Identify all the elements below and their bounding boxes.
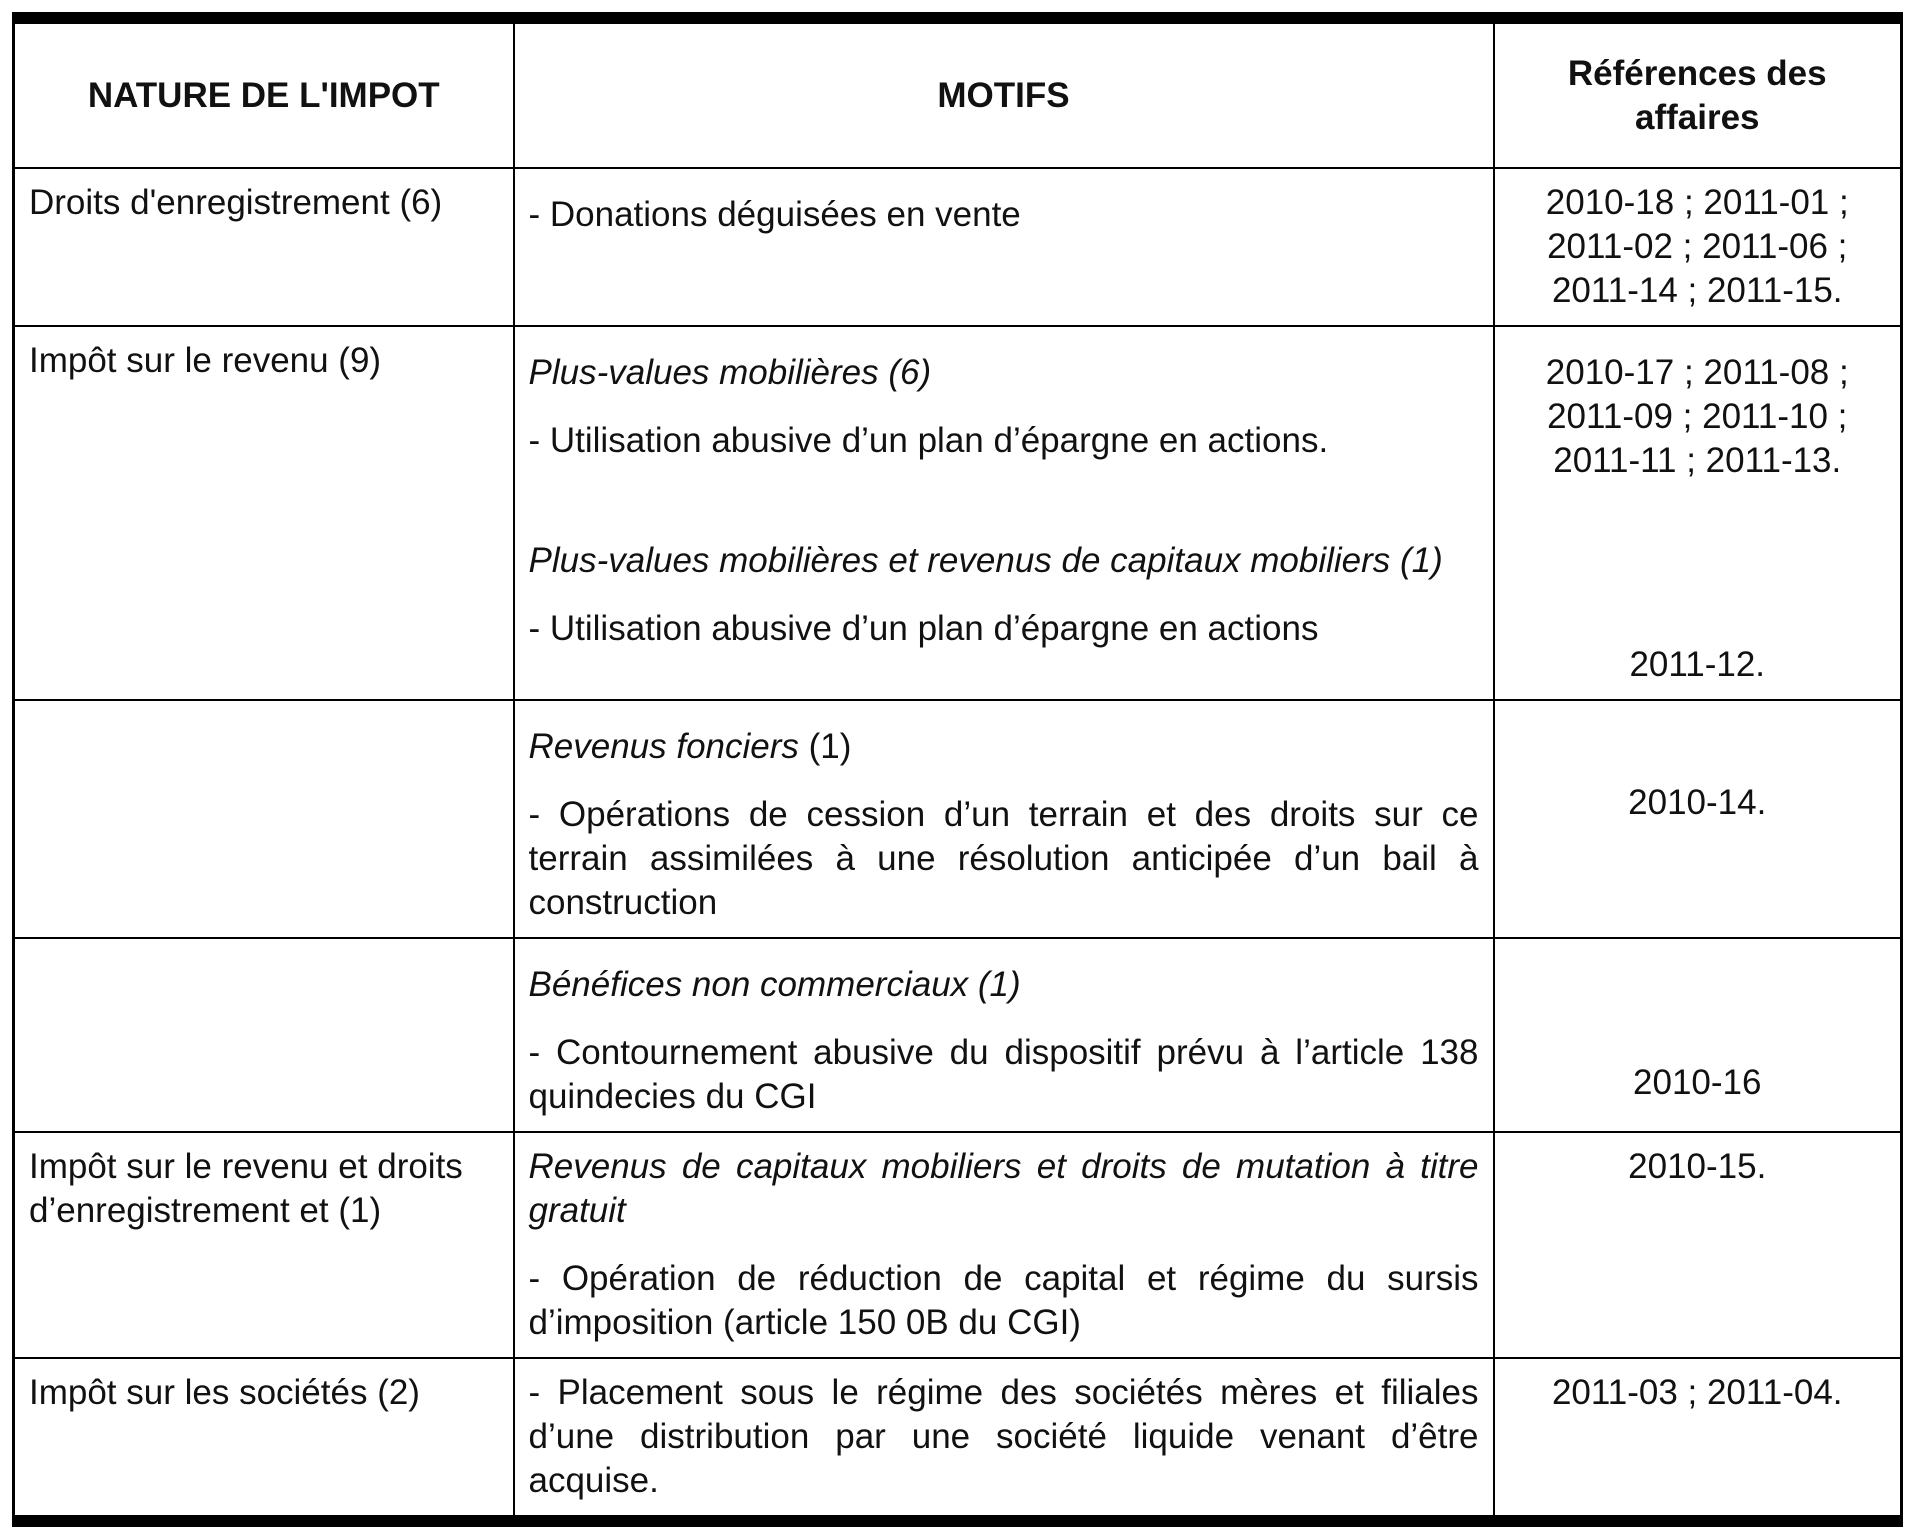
- table-row: [14, 938, 1902, 1132]
- nature-cell: Impôt sur le revenu et droits d’enregistrement et (1): [14, 1132, 514, 1358]
- references-cell: [1494, 700, 1902, 938]
- motifs-cell: [514, 1358, 1494, 1521]
- motif-text: - Utilisation abusive d’un plan d’épargne en actions.: [528, 421, 1329, 460]
- header-references: Références des affaires: [1494, 18, 1902, 168]
- category-text: Plus-values mobilières (6): [528, 353, 932, 392]
- references-text: 2011-12.: [1629, 645, 1766, 684]
- tax-cases-table: [12, 12, 1903, 1527]
- nature-cell: Impôt sur les sociétés (2): [14, 1358, 514, 1521]
- motif-text: - Donations déguisées en vente: [528, 195, 1021, 234]
- nature-cell: [14, 700, 514, 938]
- header-motifs: MOTIFS: [514, 18, 1494, 168]
- category-count: (1): [798, 727, 852, 766]
- motifs-cell: [514, 700, 1494, 938]
- motifs-cell: [514, 938, 1494, 1132]
- category-text: Bénéfices non commerciaux (1): [528, 965, 1021, 1004]
- category-text: Revenus fonciers: [528, 727, 799, 766]
- nature-cell: Impôt sur le revenu (9): [14, 326, 514, 700]
- table-row: [14, 326, 1902, 700]
- table-row: [14, 1358, 1902, 1521]
- nature-cell: [14, 938, 514, 1132]
- motif-text: - Contournement abusive du dispositif prévu à l’article 138 quindecies du CGI: [528, 1033, 1479, 1116]
- motif-text: - Opération de réduction de capital et régime du sursis d’imposition (article 150 0B du CGI): [528, 1259, 1479, 1342]
- references-cell: [1494, 326, 1902, 700]
- motif-text: - Utilisation abusive d’un plan d’épargne en actions: [528, 609, 1319, 648]
- spacer: [1509, 483, 1887, 643]
- nature-cell: Droits d'enregistrement (6): [14, 168, 514, 326]
- references-text: 2010-14.: [1628, 783, 1767, 822]
- references-cell: 2010-15.: [1494, 1132, 1902, 1358]
- header-row: [14, 18, 1902, 168]
- table-row: [14, 1132, 1902, 1358]
- table-row: [14, 168, 1902, 326]
- header-nature: NATURE DE L'IMPOT: [14, 18, 514, 168]
- motifs-cell: [514, 326, 1494, 700]
- references-cell: 2010-18 ; 2011-01 ; 2011-02 ; 2011-06 ; 2011-14 ; 2011-15.: [1494, 168, 1902, 326]
- table-row: [14, 700, 1902, 938]
- motifs-cell: [514, 1132, 1494, 1358]
- references-cell: [1494, 938, 1902, 1132]
- motifs-cell: [514, 168, 1494, 326]
- motif-text: - Opérations de cession d’un terrain et des droits sur ce terrain assimilées à une résolution anticipée d’un bail à construction: [528, 795, 1479, 922]
- category-text: Plus-values mobilières et revenus de capitaux mobiliers (1): [528, 541, 1443, 580]
- category-line: [529, 725, 1479, 769]
- category-text: Revenus de capitaux mobiliers et droits de mutation à titre gratuit: [528, 1147, 1479, 1230]
- references-text: 2010-17 ; 2011-08 ; 2011-09 ; 2011-10 ; 2011-11 ; 2011-13.: [1545, 353, 1849, 480]
- motif-text: - Placement sous le régime des sociétés mères et filiales d’une distribution par une société liquide venant d’être acquise.: [528, 1373, 1479, 1500]
- references-text: 2010-16: [1633, 1063, 1762, 1102]
- references-cell: 2011-03 ; 2011-04.: [1494, 1358, 1902, 1521]
